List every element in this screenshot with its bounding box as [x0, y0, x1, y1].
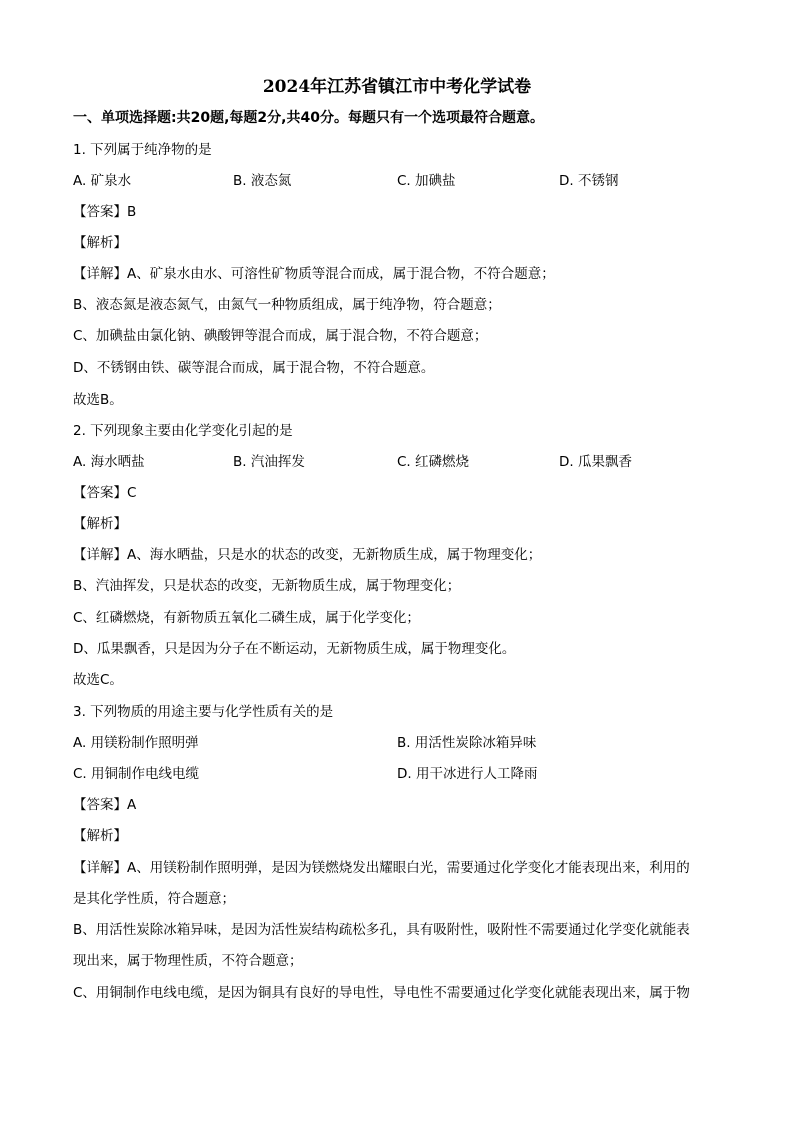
detail-line: 现出来，属于物理性质，不符合题意； — [73, 953, 303, 969]
analysis-label: 【解析】 — [73, 516, 127, 532]
detail-line: 故选C。 — [73, 672, 123, 688]
option-c: C. 用铜制作电线电缆 — [73, 766, 200, 782]
detail-line: B、用活性炭除冰箱异味，是因为活性炭结构疏松多孔，具有吸附性，吸附性不需要通过化学变化就能表 — [73, 922, 690, 938]
detail-line: B、汽油挥发，只是状态的改变，无新物质生成，属于物理变化； — [73, 578, 461, 594]
detail-line: 【详解】A、用镁粉制作照明弹，是因为镁燃烧发出耀眼白光，需要通过化学变化才能表现出来，利用的 — [73, 860, 690, 876]
answer-line: 【答案】B — [73, 204, 137, 220]
detail-line: 是其化学性质，符合题意； — [73, 891, 235, 907]
option-b: B. 液态氮 — [233, 173, 292, 189]
detail-line: D、瓜果飘香，只是因为分子在不断运动，无新物质生成，属于物理变化。 — [73, 641, 516, 657]
option-d: D. 用干冰进行人工降雨 — [397, 766, 538, 782]
detail-line: C、红磷燃烧，有新物质五氧化二磷生成，属于化学变化； — [73, 610, 420, 626]
option-a: A. 海水晒盐 — [73, 454, 145, 470]
answer-line: 【答案】A — [73, 797, 137, 813]
option-c: C. 红磷燃烧 — [397, 454, 470, 470]
question-stem: 2. 下列现象主要由化学变化引起的是 — [73, 423, 293, 439]
page-title: 2024年江苏省镇江市中考化学试卷 — [262, 77, 532, 97]
option-d: D. 瓜果飘香 — [559, 454, 632, 470]
option-d: D. 不锈钢 — [559, 173, 619, 189]
question-stem: 3. 下列物质的用途主要与化学性质有关的是 — [73, 704, 334, 720]
analysis-label: 【解析】 — [73, 828, 127, 844]
detail-line: C、加碘盐由氯化钠、碘酸钾等混合而成，属于混合物，不符合题意； — [73, 328, 488, 344]
analysis-label: 【解析】 — [73, 235, 127, 251]
detail-line: C、用铜制作电线电缆，是因为铜具有良好的导电性，导电性不需要通过化学变化就能表现出来，属于物 — [73, 985, 690, 1001]
detail-line: 【详解】A、矿泉水由水、可溶性矿物质等混合而成，属于混合物，不符合题意； — [73, 266, 555, 282]
detail-line: 【详解】A、海水晒盐，只是水的状态的改变，无新物质生成，属于物理变化； — [73, 547, 542, 563]
option-b: B. 用活性炭除冰箱异味 — [397, 735, 537, 751]
option-a: A. 矿泉水 — [73, 173, 132, 189]
detail-line: D、不锈钢由铁、碳等混合而成，属于混合物，不符合题意。 — [73, 360, 435, 376]
option-a: A. 用镁粉制作照明弹 — [73, 735, 199, 751]
question-stem: 1. 下列属于纯净物的是 — [73, 142, 212, 158]
detail-line: 故选B。 — [73, 392, 123, 408]
option-c: C. 加碘盐 — [397, 173, 456, 189]
section-heading: 一、单项选择题:共20题,每题2分,共40分。每题只有一个选项最符合题意。 — [73, 110, 544, 126]
detail-line: B、液态氮是液态氮气，由氮气一种物质组成，属于纯净物，符合题意； — [73, 297, 501, 313]
option-b: B. 汽油挥发 — [233, 454, 305, 470]
answer-line: 【答案】C — [73, 485, 137, 501]
